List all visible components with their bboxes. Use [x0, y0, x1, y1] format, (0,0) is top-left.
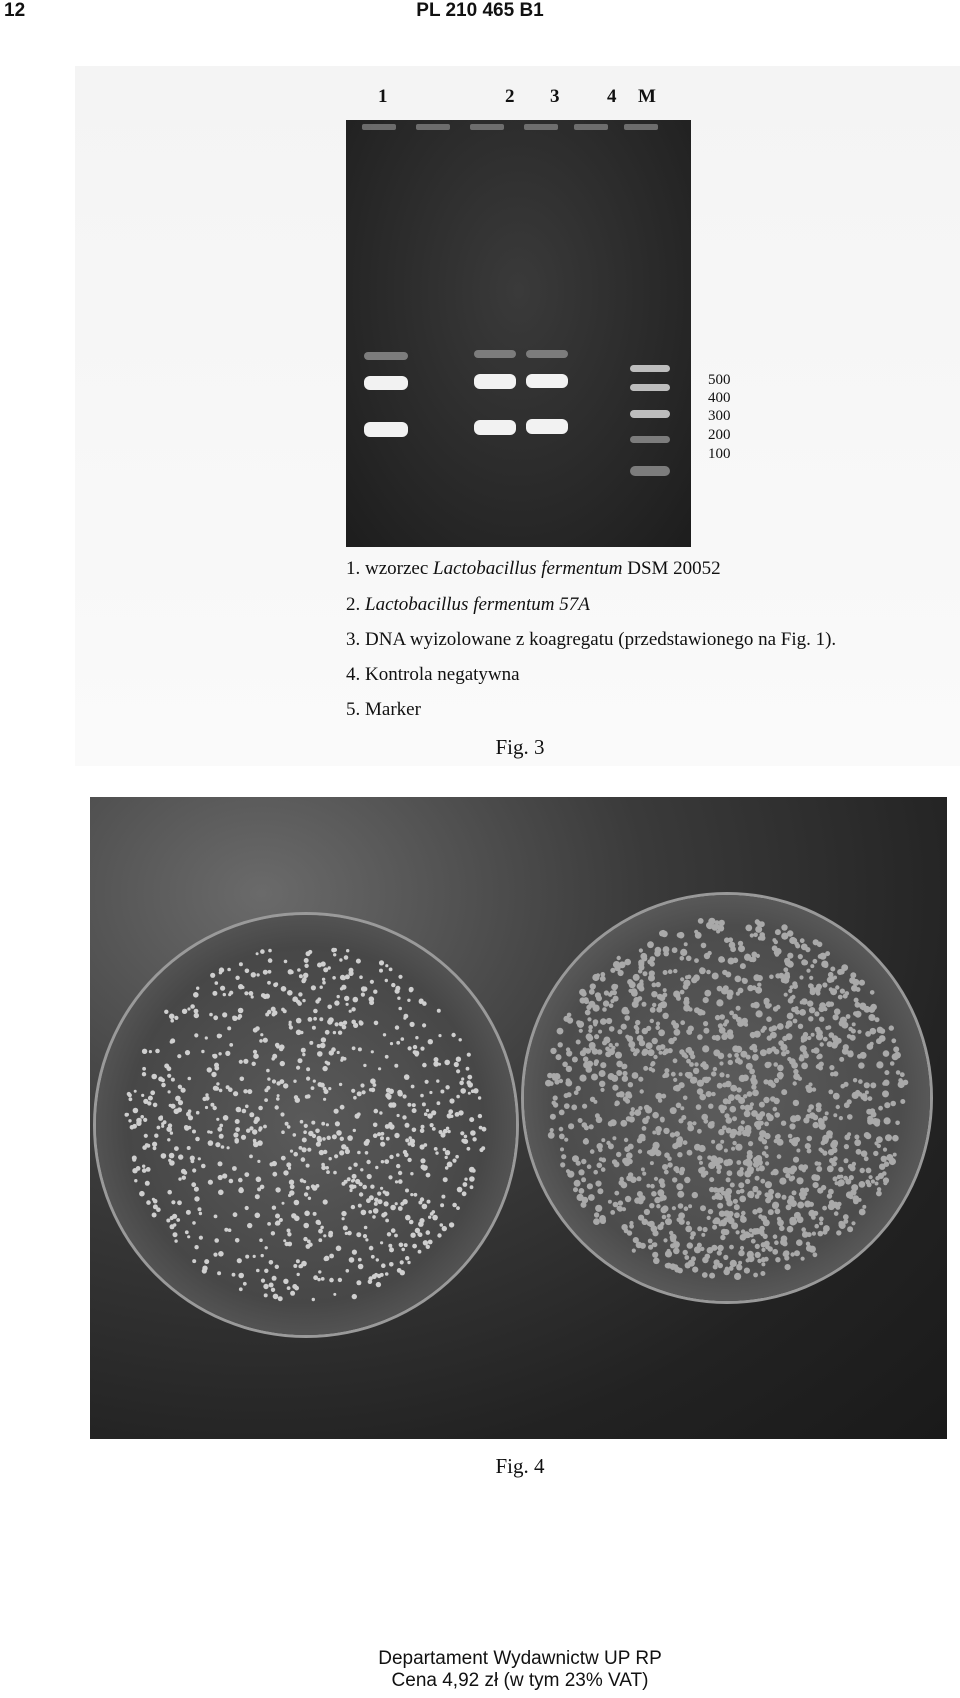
page-number: 12 — [4, 0, 26, 21]
gel-well — [574, 124, 608, 130]
gel-band — [364, 376, 408, 390]
marker-band — [630, 466, 670, 476]
marker-band — [630, 410, 670, 418]
fig4-caption: Fig. 4 — [495, 1454, 545, 1478]
gel-well — [362, 124, 396, 130]
lane-label-1: 1 — [378, 86, 388, 107]
gel-band — [474, 374, 516, 389]
fig3-caption: Fig. 3 — [495, 735, 545, 759]
electrophoresis-gel — [346, 120, 691, 547]
footer-publisher: Departament Wydawnictw UP RP — [378, 1648, 662, 1669]
footer-price: Cena 4,92 zł (w tym 23% VAT) — [391, 1670, 649, 1691]
gel-band — [526, 374, 568, 388]
legend-item-4: 4. Kontrola negatywna — [346, 664, 520, 685]
gel-band — [526, 350, 568, 358]
marker-size-500: 500 — [708, 372, 731, 388]
legend-item-2: 2. Lactobacillus fermentum 57A — [346, 594, 590, 615]
marker-band — [630, 384, 670, 391]
gel-band — [526, 419, 568, 434]
legend-item-3: 3. DNA wyizolowane z koagregatu (przedstawionego na Fig. 1). — [346, 629, 837, 650]
marker-size-400: 400 — [708, 390, 731, 406]
gel-well — [524, 124, 558, 130]
gel-well — [470, 124, 504, 130]
gel-band — [364, 352, 408, 360]
lane-label-2: 2 — [505, 86, 515, 107]
petri-dishes-photo — [90, 797, 947, 1439]
patent-id: PL 210 465 B1 — [416, 0, 544, 21]
marker-size-100: 100 — [708, 446, 731, 462]
gel-well — [416, 124, 450, 130]
gel-band — [474, 420, 516, 435]
lane-label-m: M — [638, 86, 656, 107]
gel-band — [474, 350, 516, 358]
legend-item-1: 1. wzorzec Lactobacillus fermentum DSM 20052 — [346, 558, 721, 579]
gel-band — [364, 422, 408, 437]
legend-item-5: 5. Marker — [346, 699, 421, 720]
gel-well — [624, 124, 658, 130]
marker-band — [630, 365, 670, 372]
marker-size-300: 300 — [708, 408, 731, 424]
marker-size-200: 200 — [708, 427, 731, 443]
lane-label-3: 3 — [550, 86, 560, 107]
marker-band — [630, 436, 670, 443]
bacterial-colonies — [90, 797, 947, 1439]
lane-label-4: 4 — [607, 86, 617, 107]
